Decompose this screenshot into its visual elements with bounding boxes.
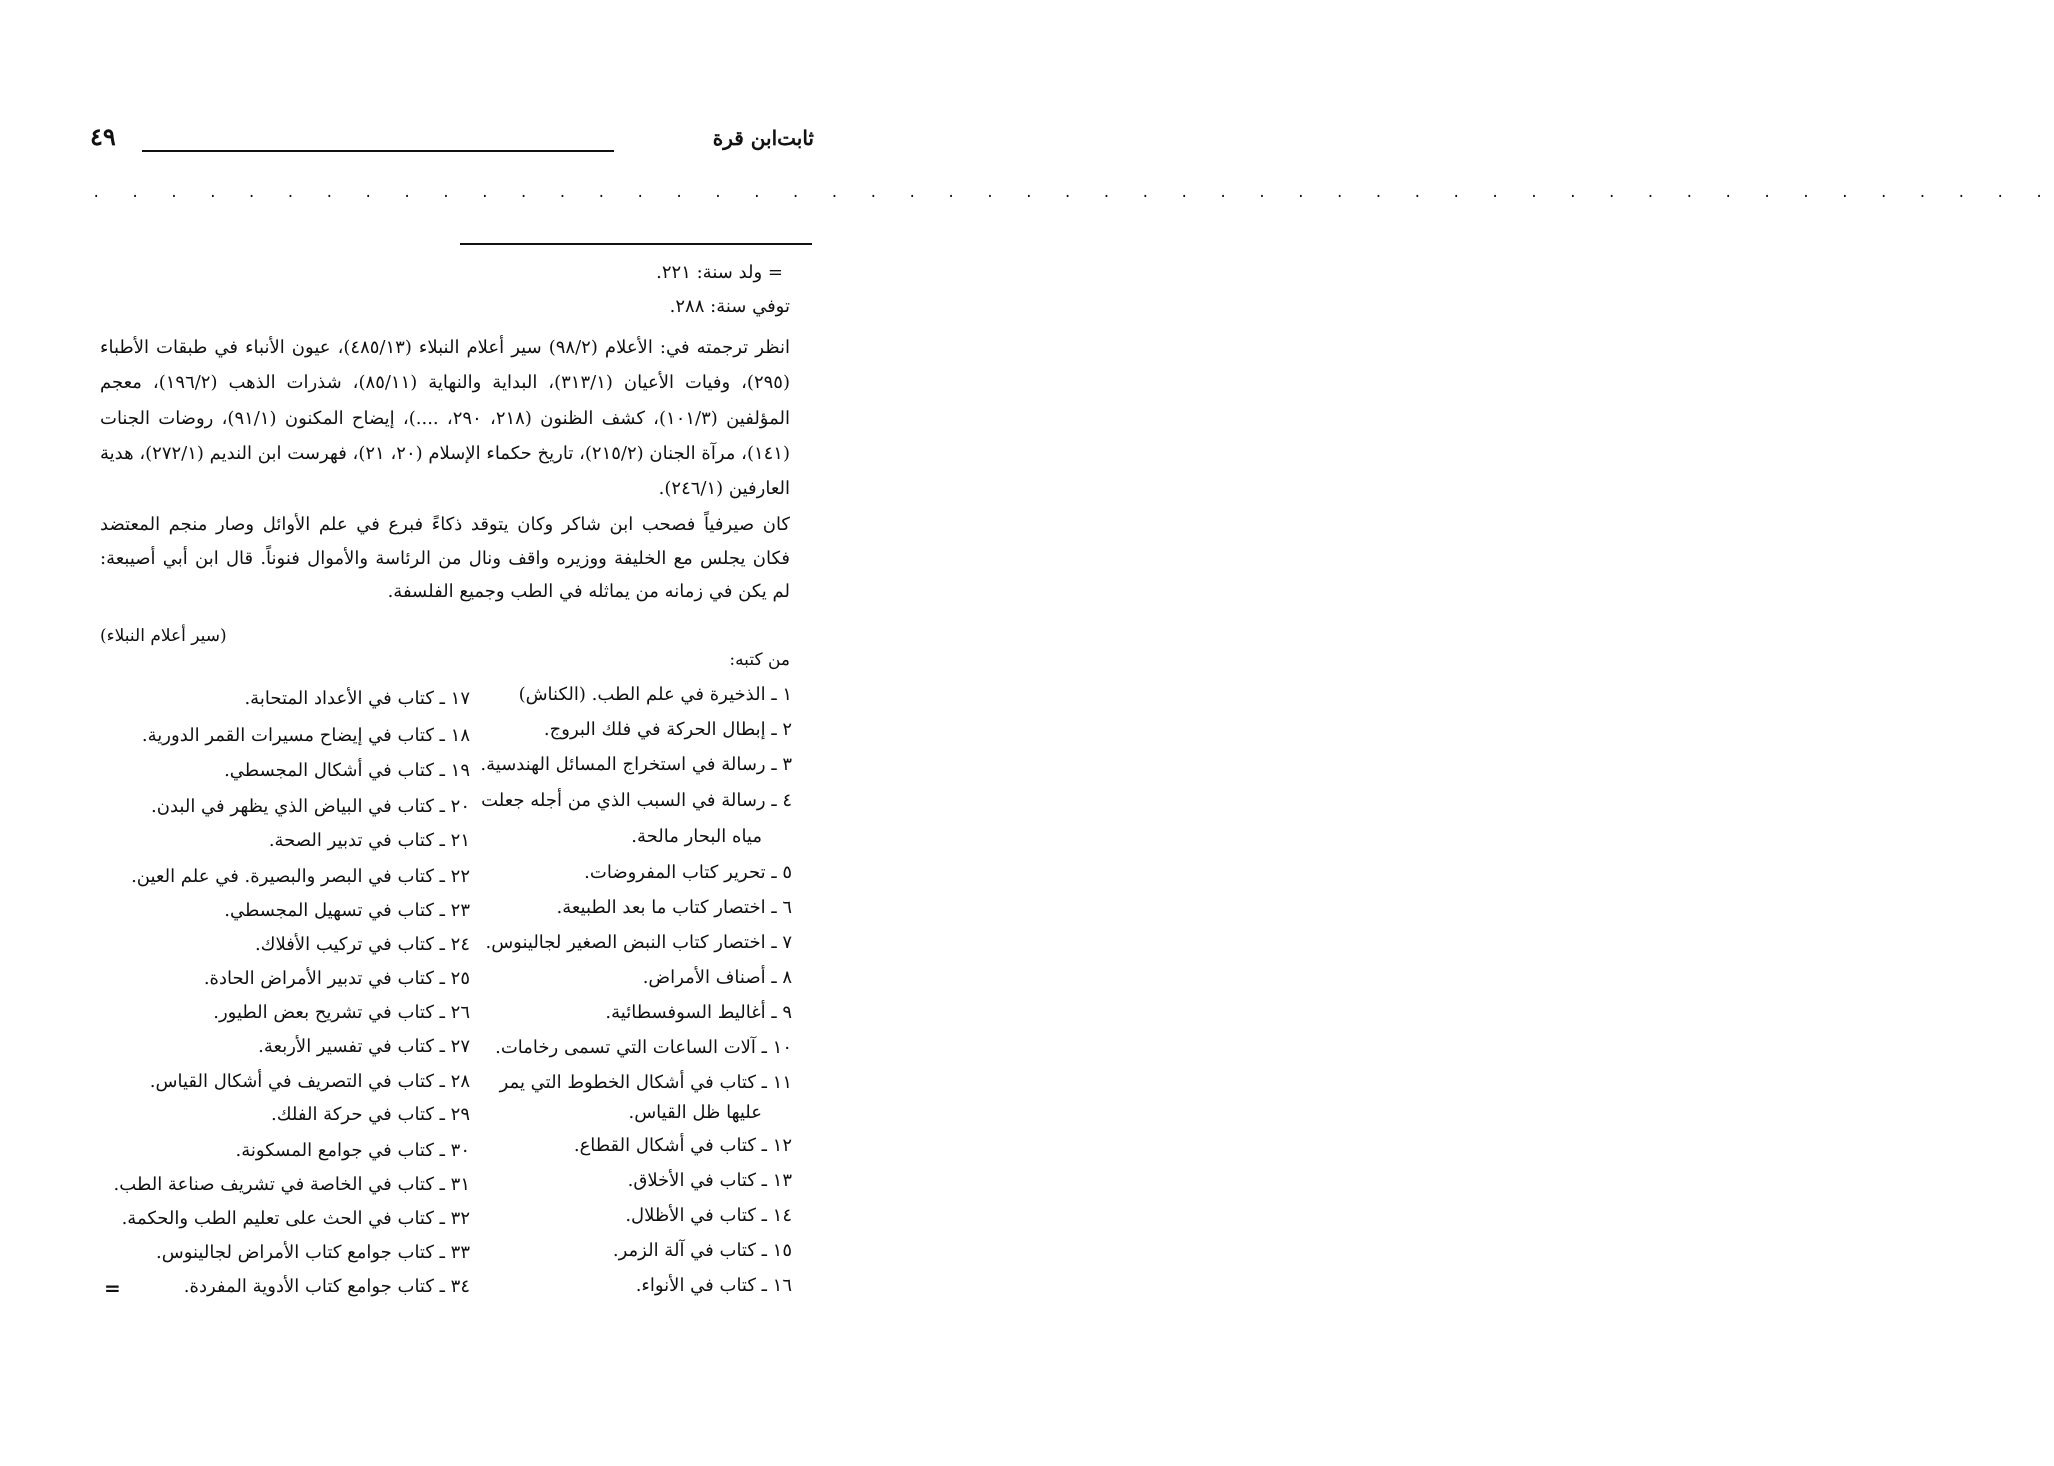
list-item: ٣٤ ـ كتاب جوامع كتاب الأدوية المفردة. [183, 1276, 470, 1297]
list-item: ٣٣ ـ كتاب جوامع كتاب الأمراض لجالينوس. [156, 1242, 470, 1263]
list-item: ١٠ ـ آلات الساعات التي تسمى رخامات. [495, 1037, 792, 1058]
list-item: ١٤ ـ كتاب في الأظلال. [625, 1205, 792, 1226]
list-item: ١٩ ـ كتاب في أشكال المجسطي. [224, 760, 470, 781]
page-number: ٤٩ [90, 122, 116, 151]
list-item: ٢٢ ـ كتاب في البصر والبصيرة. في علم العين. [131, 866, 470, 887]
list-item: ٢٤ ـ كتاب في تركيب الأفلاك. [254, 934, 470, 955]
list-item: ٢ ـ إبطال الحركة في فلك البروج. [543, 719, 792, 740]
list-item: ٣٠ ـ كتاب في جوامع المسكونة. [235, 1140, 470, 1161]
birth-year: = ولد سنة: ٢٢١. [656, 262, 783, 283]
biography-paragraph: كان صيرفياً فصحب ابن شاكر وكان يتوقد ذكاءً فبرع في علم الأوائل وصار منجم المعتضد فكان يجلس مع الخليفة ووزيره واقف ونال من الرئاسة والأموال فنوناً. قال ابن أبي أصيبعة: لم يكن في زمانه من يماثله في الطب وجميع الفلسفة. [100, 514, 790, 602]
list-item: ١ ـ الذخيرة في علم الطب. (الكناش) [518, 684, 792, 705]
list-item: ٥ ـ تحرير كتاب المفروضات. [584, 862, 792, 883]
dotted-separator: . . . . . . . . . . . . . . . . . . . . . . . . . . . . . . . . . . . . . . . . . . . . . . . . . . . [92, 185, 2054, 201]
list-item: مياه البحار مالحة. [631, 826, 762, 847]
list-item: ٩ ـ أغاليط السوفسطائية. [605, 1002, 792, 1023]
continuation-mark: = [104, 1276, 121, 1300]
list-item: ٢٦ ـ كتاب في تشريح بعض الطيور. [213, 1002, 470, 1023]
list-item: ٢٨ ـ كتاب في التصريف في أشكال القياس. [149, 1071, 470, 1092]
list-item: ٢٣ ـ كتاب في تسهيل المجسطي. [224, 900, 470, 921]
list-item: ٣٢ ـ كتاب في الحث على تعليم الطب والحكمة. [121, 1208, 470, 1229]
list-item: ٦ ـ اختصار كتاب ما بعد الطبيعة. [556, 897, 792, 918]
list-item: ٧ ـ اختصار كتاب النبض الصغير لجالينوس. [485, 932, 792, 953]
sources-paragraph: انظر ترجمته في: الأعلام (٩٨/٢) سير أعلام النبلاء (٤٨٥/١٣)، عيون الأنباء في طبقات الأطباء (٢٩٥)، وفيات الأعيان (٣١٣/١)، البداية والنهاية (٨٥/١١)، شذرات الذهب (١٩٦/٢)، معجم المؤلفين (١٠١/٣)، كشف الظنون (٢١٨، ٢٩٠، ....)، إيضاح المكنون (٩١/١)، روضات الجنات (١٤١)، مرآة الجنان (٢١٥/٢)، تاريخ حكماء الإسلام (٢٠، ٢١)، فهرست ابن النديم (٢٧٢/١)، هدية العارفين (٢٤٦/١). [100, 337, 791, 500]
list-item: ٢٥ ـ كتاب في تدبير الأمراض الحادة. [203, 968, 470, 989]
list-item: ٤ ـ رسالة في السبب الذي من أجله جعلت [481, 790, 792, 811]
source-reference: (سير أعلام النبلاء) [100, 626, 227, 646]
list-item: عليها ظل القياس. [628, 1102, 762, 1123]
works-list-left [110, 0, 470, 1466]
list-item: ١٦ ـ كتاب في الأنواء. [635, 1275, 792, 1296]
works-heading: من كتبه: [729, 650, 790, 670]
list-item: ٢٩ ـ كتاب في حركة الفلك. [271, 1104, 470, 1125]
list-item: ١٣ ـ كتاب في الأخلاق. [627, 1170, 792, 1191]
list-item: ٢٠ ـ كتاب في البياض الذي يظهر في البدن. [151, 796, 470, 817]
list-item: ١١ ـ كتاب في أشكال الخطوط التي يمر [499, 1072, 792, 1093]
list-item: ٣ ـ رسالة في استخراج المسائل الهندسية. [480, 754, 792, 775]
list-item: ٢١ ـ كتاب في تدبير الصحة. [268, 830, 470, 851]
list-item: ١٥ ـ كتاب في آلة الزمر. [612, 1240, 792, 1261]
header-title: ثابت‌ابن قرة [712, 126, 814, 150]
list-item: ١٢ ـ كتاب في أشكال القطاع. [573, 1135, 792, 1156]
works-list-right [480, 0, 792, 1466]
list-item: ٣١ ـ كتاب في الخاصة في تشريف صناعة الطب. [113, 1174, 470, 1195]
list-item: ١٨ ـ كتاب في إيضاح مسيرات القمر الدورية. [141, 725, 470, 746]
death-year: توفي سنة: ٢٨٨. [669, 296, 790, 317]
list-item: ٨ ـ أصناف الأمراض. [642, 967, 792, 988]
list-item: ١٧ ـ كتاب في الأعداد المتحابة. [244, 688, 470, 709]
list-item: ٢٧ ـ كتاب في تفسير الأربعة. [258, 1036, 470, 1057]
